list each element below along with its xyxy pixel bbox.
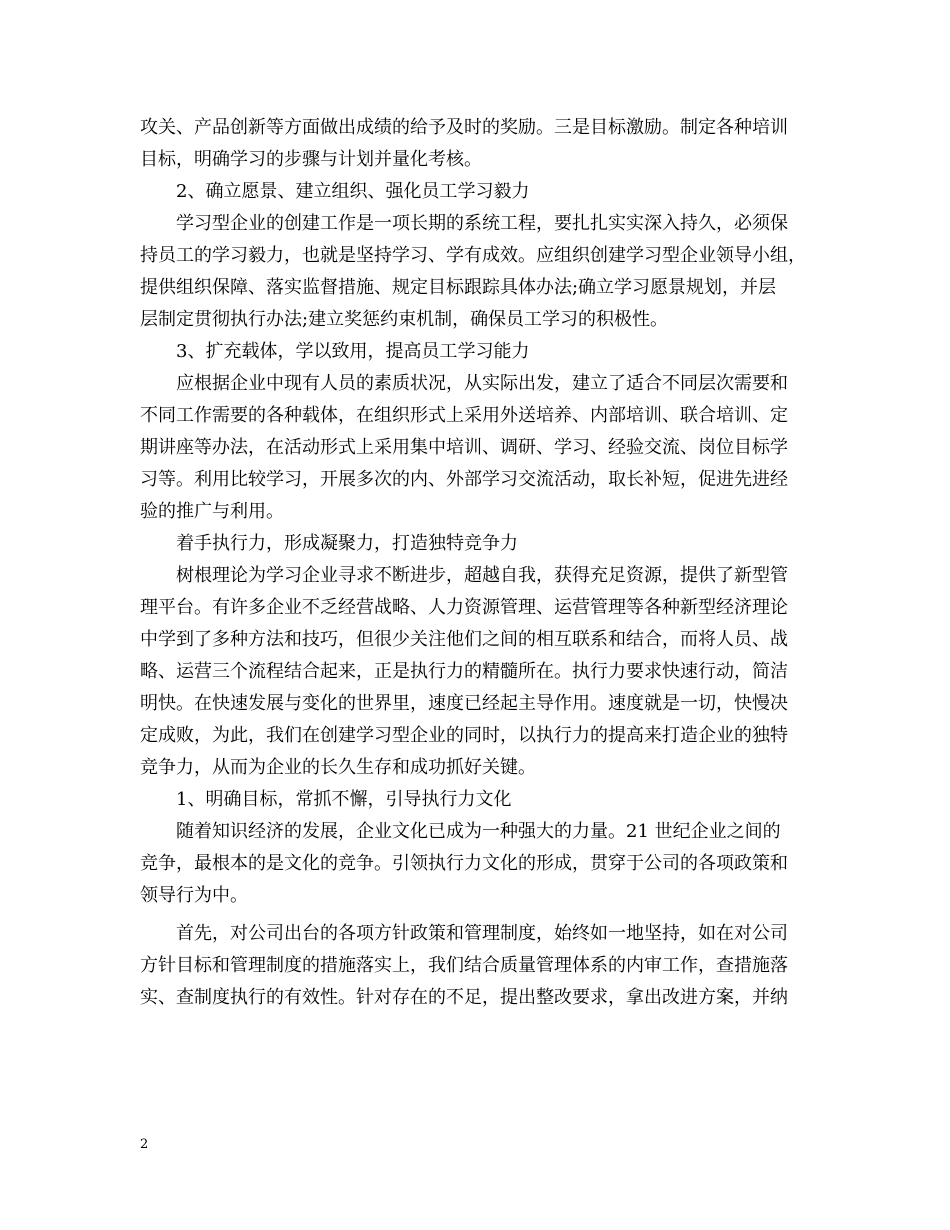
text-line: 期讲座等办法，在活动形式上采用集中培训、调研、学习、经验交流、岗位目标学 [140,437,788,458]
text-line: 提供组织保障、落实监督措施、规定目标跟踪具体办法;确立学习愿景规划，并层 [140,277,777,298]
text-line: 竞争力，从而为企业的长久生存和成功抓好关键。 [140,757,536,778]
document-body [140,112,820,1014]
text-line: 学习型企业的创建工作是一项长期的系统工程，要扎扎实实深入持久，必须保 [176,213,788,234]
text-line: 实、查制度执行的有效性。针对存在的不足，提出整改要求，拿出改进方案，并纳 [140,987,788,1008]
text-line: 略、运营三个流程结合起来，正是执行力的精髓所在。执行力要求快速行动，简洁 [140,661,788,682]
text-line: 验的推广与利用。 [140,501,284,522]
text-line: 中学到了多种方法和技巧，但很少关注他们之间的相互联系和结合，而将人员、战 [140,629,788,650]
text-line: 不同工作需要的各种载体，在组织形式上采用外送培养、内部培训、联合培训、定 [140,405,788,426]
text-line: 首先，对公司出台的各项方针政策和管理制度，始终如一地坚持，如在对公司 [176,923,788,944]
text-line: 领导行为中。 [140,885,248,906]
text-line: 明快。在快速发展与变化的世界里，速度已经起主导作用。速度就是一切，快慢决 [140,693,788,714]
text-line: 持员工的学习毅力，也就是坚持学习、学有成效。应组织创建学习型企业领导小组， [140,245,806,266]
page-number: 2 [140,1137,149,1152]
text-line: 方针目标和管理制度的措施落实上，我们结合质量管理体系的内审工作，查措施落 [140,955,788,976]
section-heading: 着手执行力，形成凝聚力，打造独特竞争力 [176,533,518,554]
text-line: 竞争，最根本的是文化的竞争。引领执行力文化的形成，贯穿于公司的各项政策和 [140,853,788,874]
text-line: 攻关、产品创新等方面做出成绩的给予及时的奖励。三是目标激励。制定各种培训 [140,117,788,138]
section-heading: 2、确立愿景、建立组织、强化员工学习毅力 [176,181,530,202]
section-heading: 1、明确目标，常抓不懈，引导执行力文化 [176,789,512,810]
text-line: 定成败，为此，我们在创建学习型企业的同时，以执行力的提高来打造企业的独特 [140,725,788,746]
text-line: 应根据企业中现有人员的素质状况，从实际出发，建立了适合不同层次需要和 [176,373,788,394]
text-line: 习等。利用比较学习，开展多次的内、外部学习交流活动，取长补短，促进先进经 [140,469,788,490]
text-line: 层制定贯彻执行办法;建立奖惩约束机制，确保员工学习的积极性。 [140,309,669,330]
text-line: 树根理论为学习企业寻求不断进步，超越自我，获得充足资源，提供了新型管 [176,565,788,586]
text-line: 随着知识经济的发展，企业文化已成为一种强大的力量。21 世纪企业之间的 [176,821,781,842]
text-line: 目标，明确学习的步骤与计划并量化考核。 [140,149,482,170]
section-heading: 3、扩充载体，学以致用，提高员工学习能力 [176,341,530,362]
text-line: 理平台。有许多企业不乏经营战略、人力资源管理、运营管理等各种新型经济理论 [140,597,788,618]
